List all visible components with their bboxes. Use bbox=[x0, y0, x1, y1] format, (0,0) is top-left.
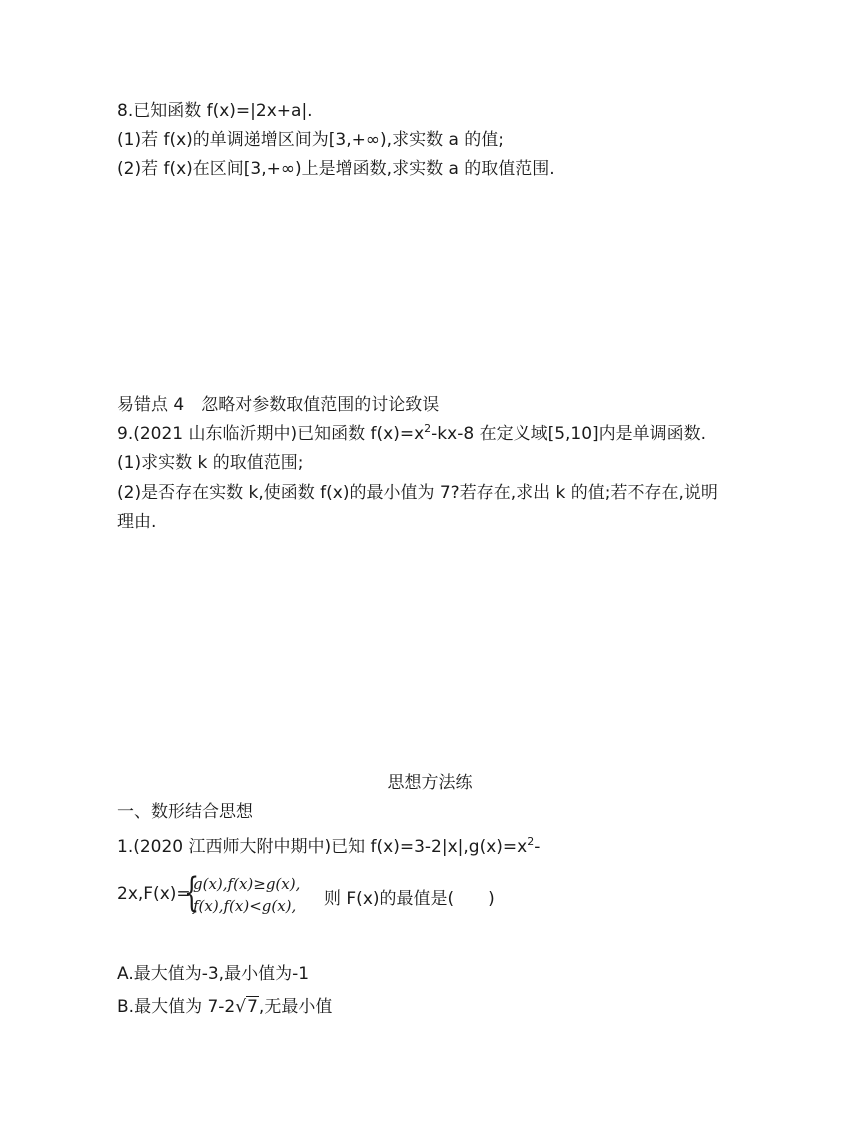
question-1-title bbox=[117, 835, 540, 859]
question-8-part-2: (2)若 f(x)在区间[3,+∞)上是增函数,求实数 a 的取值范围. bbox=[117, 159, 555, 179]
sqrt-icon: √ bbox=[235, 997, 247, 1017]
option-b-pre: B.最大值为 7-2 bbox=[117, 997, 236, 1017]
question-8-part-1: (1)若 f(x)的单调递增区间为[3,+∞),求实数 a 的值; bbox=[117, 130, 505, 150]
sqrt-radicand: 7 bbox=[247, 997, 258, 1017]
question-9-part-1: (1)求实数 k 的取值范围; bbox=[117, 453, 304, 473]
q9-exponent: 2 bbox=[424, 422, 432, 435]
methods-subheading: 一、数形结合思想 bbox=[117, 802, 253, 822]
q1-text-post: - bbox=[534, 837, 541, 857]
q9-text-pre: 9.(2021 山东临沂期中)已知函数 f(x)=x bbox=[117, 424, 425, 444]
q9-text-post: -kx-8 在定义域[5,10]内是单调函数. bbox=[431, 424, 707, 444]
q1-exponent: 2 bbox=[527, 835, 535, 848]
question-8-title: 8.已知函数 f(x)=|2x+a|. bbox=[117, 101, 313, 121]
sqrt-expression bbox=[235, 995, 259, 1019]
question-9-part-2-line-1: (2)是否存在实数 k,使函数 f(x)的最小值为 7?若存在,求出 k 的值;若不存在,说明 bbox=[117, 483, 718, 503]
piecewise-lhs: 2x,F(x)= bbox=[117, 884, 191, 904]
section-heading-error-point-4: 易错点 4 忽略对参数取值范围的讨论致误 bbox=[117, 395, 440, 415]
piecewise-cases bbox=[193, 873, 300, 917]
option-a: A.最大值为-3,最小值为-1 bbox=[117, 964, 310, 984]
q1-text-pre: 1.(2020 江西师大附中期中)已知 f(x)=3-2|x|,g(x)=x bbox=[117, 837, 528, 857]
methods-title: 思想方法练 bbox=[387, 773, 473, 793]
piecewise-case-2: f(x),f(x)<g(x), bbox=[193, 897, 297, 915]
option-b-post: ,无最小值 bbox=[258, 997, 333, 1017]
piecewise-case-1: g(x),f(x)≥g(x), bbox=[193, 875, 301, 893]
piecewise-rhs: 则 F(x)的最值是( ) bbox=[324, 889, 495, 909]
piecewise-brace: { bbox=[184, 870, 200, 916]
question-9-part-2-line-2: 理由. bbox=[117, 512, 157, 532]
question-9-title bbox=[117, 422, 706, 446]
option-b bbox=[117, 995, 332, 1019]
